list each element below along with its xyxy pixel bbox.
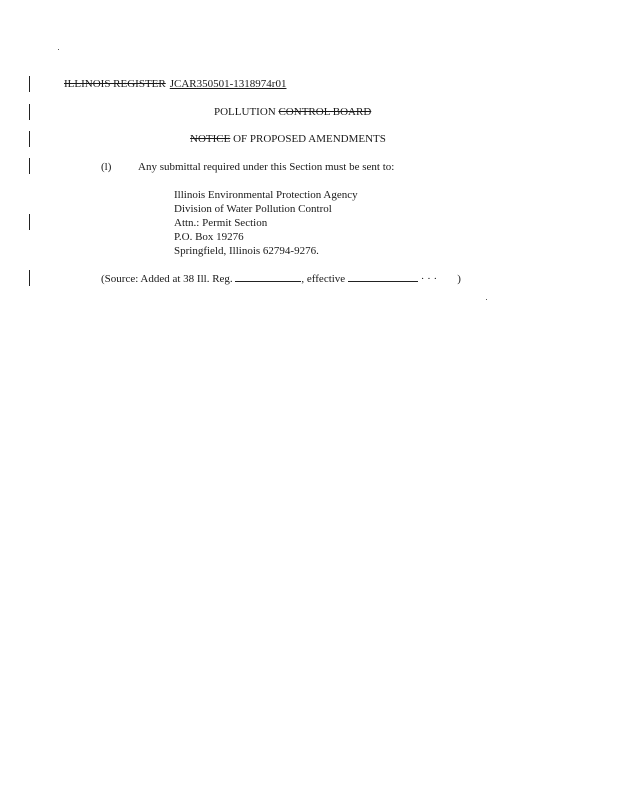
notice-title [190, 133, 386, 146]
change-bar [29, 214, 30, 230]
notice-title-struck: NOTICE [190, 133, 231, 145]
source-suffix: ) [457, 273, 461, 285]
source-prefix: (Source: Added at 38 Ill. Reg. [101, 273, 236, 285]
board-title-struck: CONTROL BOARD [278, 106, 372, 118]
register-id: JCAR350501-1318974r01 [169, 78, 287, 90]
change-bar [29, 158, 30, 174]
item-marker: (l) [101, 161, 112, 173]
board-title [214, 106, 371, 119]
address-line: P.O. Box 19276 [174, 231, 244, 243]
scan-speck [486, 299, 487, 300]
change-bar [29, 131, 30, 147]
source-note [101, 272, 461, 286]
address-line: Attn.: Permit Section [174, 217, 268, 229]
address-line: Division of Water Pollution Control [174, 203, 332, 215]
source-dots: · · · [417, 273, 438, 285]
item-text: Any submittal required under this Section must be sent to: [138, 161, 395, 173]
change-bar [29, 104, 30, 120]
effective-blank [348, 272, 418, 282]
scan-speck [58, 49, 59, 50]
source-mid: , effective [301, 273, 348, 285]
change-bar [29, 76, 30, 92]
reg-blank [235, 272, 301, 282]
notice-title-normal: OF PROPOSED AMENDMENTS [230, 133, 386, 145]
register-title-struck: ILLINOIS REGISTER [64, 78, 166, 90]
register-header [64, 78, 286, 91]
address-line: Springfield, Illinois 62794-9276. [174, 245, 319, 257]
board-title-normal: POLLUTION [214, 106, 279, 118]
address-line: Illinois Environmental Protection Agency [174, 189, 358, 201]
change-bar [29, 270, 30, 286]
